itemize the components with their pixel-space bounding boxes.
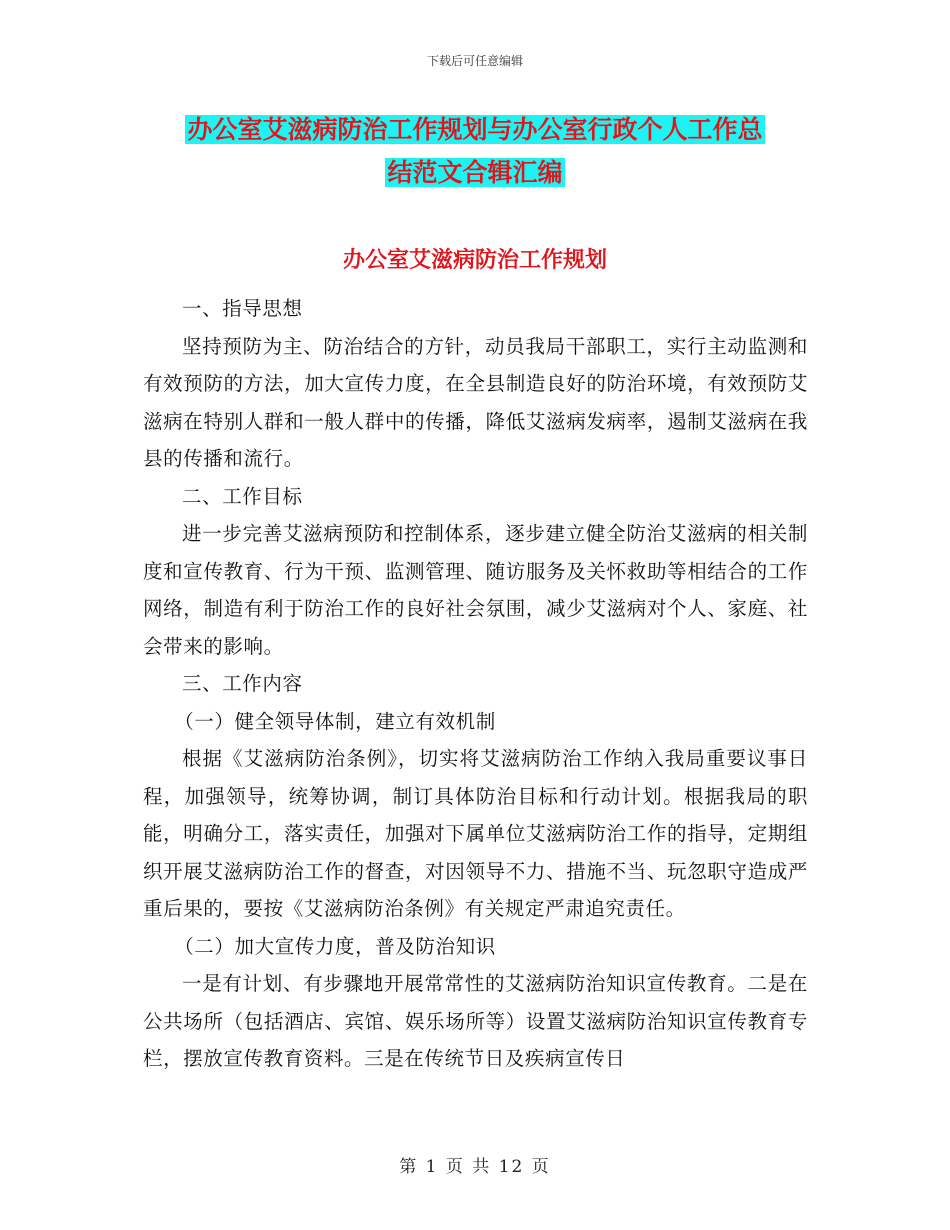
section-title: 办公室艾滋病防治工作规划 <box>342 248 607 273</box>
paragraph: 一是有计划、有步骤地开展常常性的艾滋病防治知识宣传教育。二是在公共场所（包括酒店、宾馆、娱乐场所等）设置艾滋病防治知识宣传教育专栏，摆放宣传教育资料。三是在传统节日及疾病宣传日 <box>143 972 808 1070</box>
paragraph: 进一步完善艾滋病预防和控制体系，逐步建立健全防治艾滋病的相关制度和宣传教育、行为干预、监测管理、随访服务及关怀救助等相结合的工作网络，制造有利于防治工作的良好社会氛围，减少艾滋病对个人、家庭、社会带来的影响。 <box>143 522 808 658</box>
subheading-leadership: （一）健全领导体制，建立有效机制 <box>174 709 496 733</box>
header-note: 下载后可任意编辑 <box>426 54 523 68</box>
subheading-publicity: （二）加大宣传力度，普及防治知识 <box>174 934 496 958</box>
document-title-line-2 <box>0 153 950 193</box>
heading-work-goals: 二、工作目标 <box>182 484 303 508</box>
heading-guiding-ideology: 一、指导思想 <box>182 297 303 320</box>
paragraph: 根据《艾滋病防治条例》，切实将艾滋病防治工作纳入我局重要议事日程，加强领导，统筹协调，制订具体防治目标和行动计划。根据我局的职能，明确分工，落实责任，加强对下属单位艾滋病防治工作的指导，定期组织开展艾滋病防治工作的督查，对因领导不力、措施不当、玩忽职守造成严重后果的，要按《艾滋病防治条例》有关规定严肃追究责任。 <box>143 747 808 920</box>
document-body <box>143 290 808 1078</box>
title-highlight-1: 办公室艾滋病防治工作规划与办公室行政个人工作总 <box>187 115 763 144</box>
document-title-line-1 <box>0 110 950 150</box>
title-highlight-2: 结范文合辑汇编 <box>387 158 563 187</box>
heading-work-content: 三、工作内容 <box>182 672 303 695</box>
paragraph: 坚持预防为主、防治结合的方针，动员我局干部职工，实行主动监测和有效预防的方法，加大宣传力度，在全县制造良好的防治环境，有效预防艾滋病在特别人群和一般人群中的传播，降低艾滋病发病率，遏制艾滋病在我县的传播和流行。 <box>143 334 808 470</box>
page-footer: 第 1 页 共 12 页 <box>399 1157 551 1177</box>
